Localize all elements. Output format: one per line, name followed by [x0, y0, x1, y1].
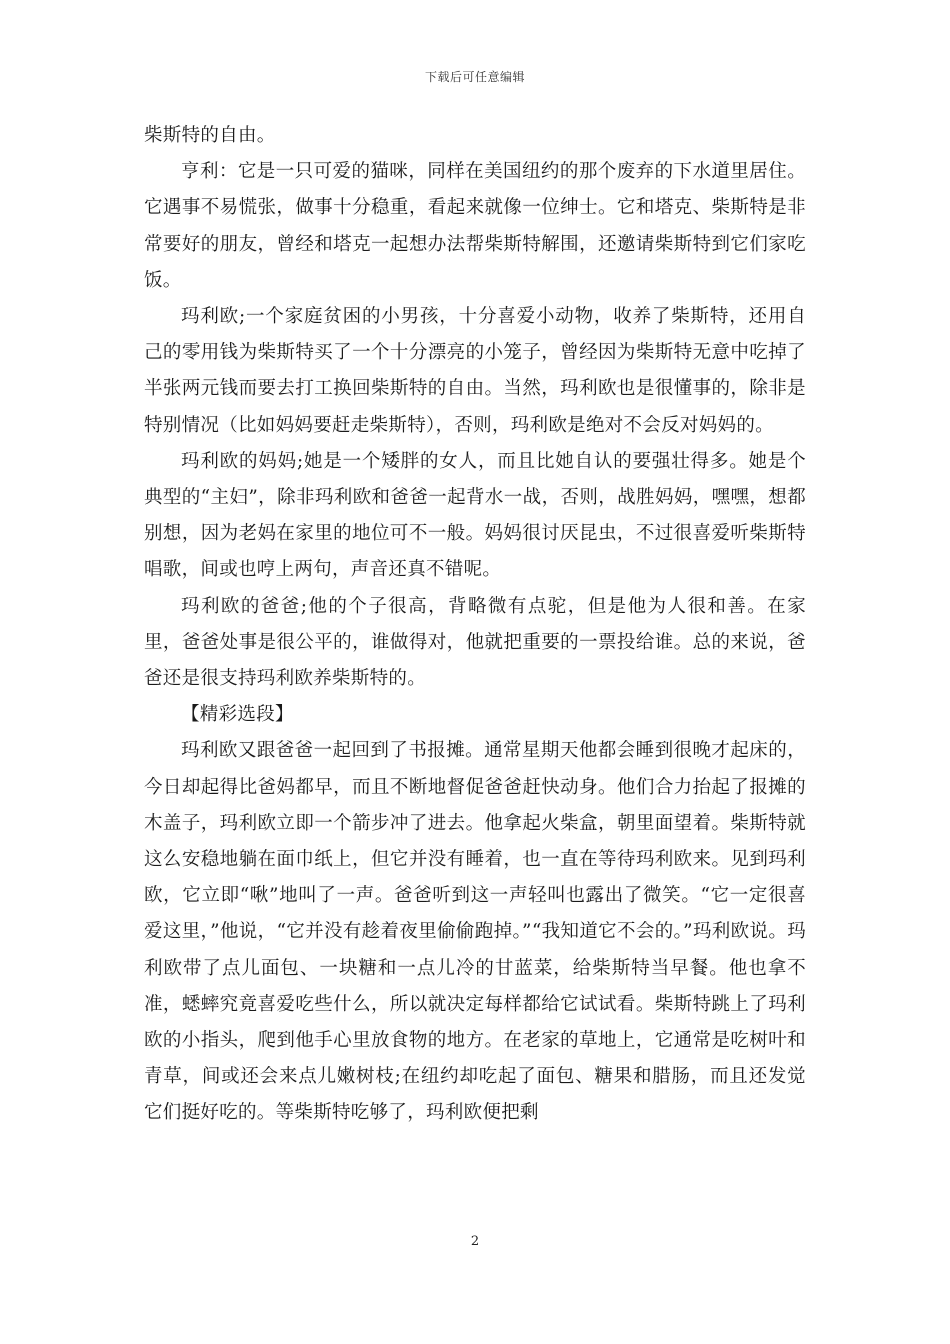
paragraph-excerpt: 玛利欧又跟爸爸一起回到了书报摊。通常星期天他都会睡到很晚才起床的，今日却起得比爸妈都早，而且不断地督促爸爸赶快动身。他们合力抬起了报摊的木盖子，玛利欧立即一个箭步冲了进去。他拿起火柴盒，朝里面望着。柴斯特就这么安稳地躺在面巾纸上，但它并没有睡着，也一直在等待玛利欧来。见到玛利欧，它立即“啾”地叫了一声。爸爸听到这一声轻叫也露出了微笑。“它一定很喜爱这里，”他说，“它并没有趁着夜里偷偷跑掉。”“我知道它不会的。”玛利欧说。玛利欧带了点儿面包、一块糖和一点儿冷的甘蓝菜，给柴斯特当早餐。他也拿不准，蟋蟀究竟喜爱吃些什么，所以就决定每样都给它试试看。柴斯特跳上了玛利欧的小指头，爬到他手心里放食物的地方。在老家的草地上，它通常是吃树叶和青草，间或还会来点儿嫩树枝;在纽约却吃起了面包、糖果和腊肠，而且还发觉它们挺好吃的。等柴斯特吃够了，玛利欧便把剩 [144, 740, 806, 1124]
paragraph-henry: 亨利：它是一只可爱的猫咪，同样在美国纽约的那个废弃的下水道里居住。它遇事不易慌张，做事十分稳重，看起来就像一位绅士。它和塔克、柴斯特是非常要好的朋友，曾经和塔克一起想办法帮柴斯特解围，还邀请柴斯特到它们家吃饭。 [144, 161, 806, 291]
page-number: 2 [470, 1234, 480, 1249]
section-heading-excerpt: 【精彩选段】 [181, 704, 294, 726]
paragraph-mario-mother: 玛利欧的妈妈;她是一个矮胖的女人，而且比她自认的要强壮得多。她是个典型的“主妇”，除非玛利欧和爸爸一起背水一战，否则，战胜妈妈，嘿嘿，想都别想，因为老妈在家里的地位可不一般。妈妈很讨厌昆虫，不过很喜爱听柴斯特唱歌，间或也哼上两句，声音还真不错呢。 [144, 450, 806, 581]
paragraph-mario: 玛利欧;一个家庭贫困的小男孩，十分喜爱小动物，收养了柴斯特，还用自己的零用钱为柴斯特买了一个十分漂亮的小笼子，曾经因为柴斯特无意中吃掉了半张两元钱而要去打工换回柴斯特的自由。当然，玛利欧也是很懂事的，除非是特别情况（比如妈妈要赶走柴斯特），否则，玛利欧是绝对不会反对妈妈的。 [144, 306, 806, 436]
page-header: 下载后可任意编辑 [424, 70, 525, 84]
paragraph-mario-father: 玛利欧的爸爸;他的个子很高，背略微有点驼，但是他为人很和善。在家里，爸爸处事是很公平的，谁做得对，他就把重要的一票投给谁。总的来说，爸爸还是很支持玛利欧养柴斯特的。 [144, 595, 806, 690]
paragraph-1: 柴斯特的自由。 [144, 125, 276, 146]
body-text [144, 118, 806, 1132]
